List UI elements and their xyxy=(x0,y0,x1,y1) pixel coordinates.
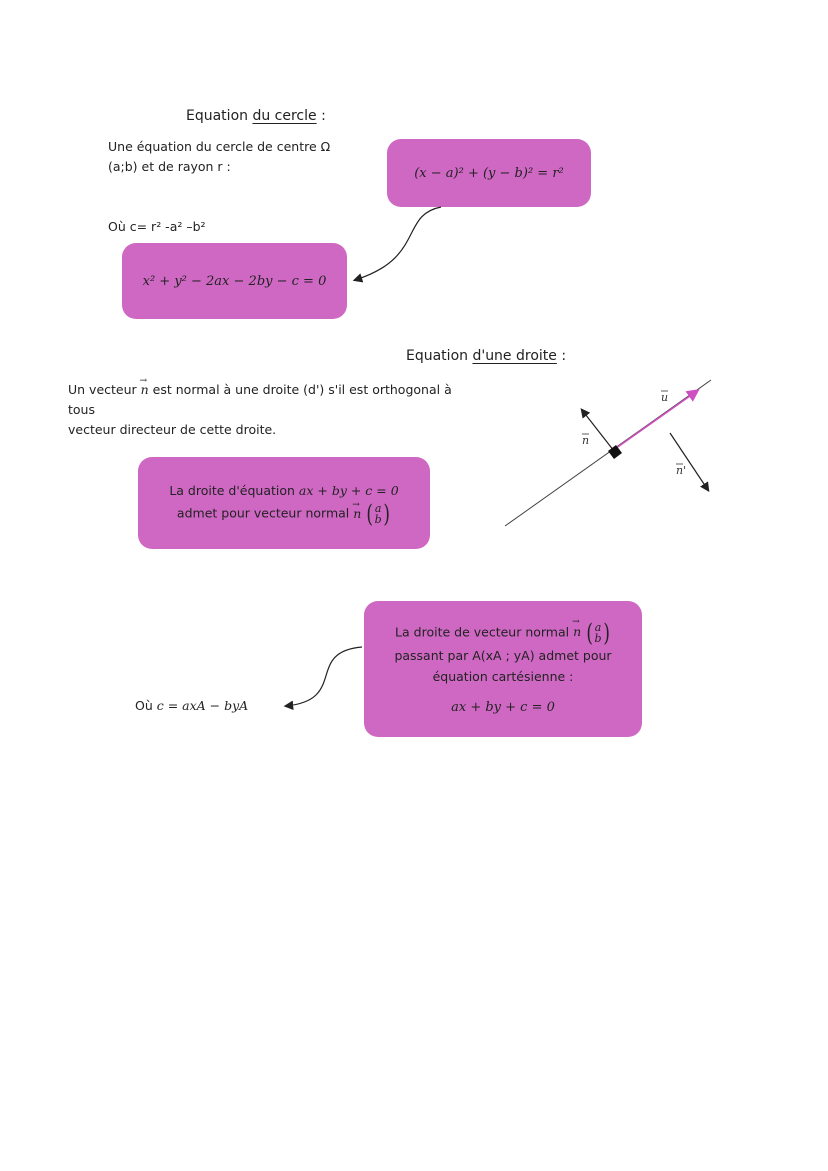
vector-coordinates: ( a b ) xyxy=(366,500,390,528)
box2-equation: ax + by + c = 0 xyxy=(451,699,555,715)
circle-intro-line-2: (a;b) et de rayon r : xyxy=(108,159,231,174)
circle-reduced-equation: (x − a)² + (y − b)² = r² xyxy=(414,165,564,181)
circle-section-title: Equation du cercle : xyxy=(186,108,326,124)
label-u: u xyxy=(661,391,669,404)
line-section-title: Equation d'une droite : xyxy=(406,348,567,364)
label-n: n xyxy=(582,434,590,447)
box2-line-3: équation cartésienne : xyxy=(432,668,574,684)
circle-developed-equation: x² + y² − 2ax − 2by − c = 0 xyxy=(142,273,327,289)
box2-line-2: passant par A(xA ; yA) admet pour xyxy=(394,647,612,663)
label-n-prime: n' xyxy=(676,464,687,477)
direction-vector-u xyxy=(612,391,697,451)
normal-vector-n-prime xyxy=(670,433,708,490)
definition-line-2: vecteur directeur de cette droite. xyxy=(68,422,277,437)
line-d xyxy=(505,380,711,526)
box1-line-2: admet pour vecteur normal n → ( a b ) xyxy=(177,502,391,526)
circle-connector-arrow xyxy=(355,207,441,280)
normal-vector-symbol: n → xyxy=(141,380,149,400)
constant-c-note: Où c = axA − byA xyxy=(135,698,249,713)
circle-where-note: Où c= r² -a² –b² xyxy=(108,219,206,234)
box1-line-1: La droite d'équation ax + by + c = 0 xyxy=(169,483,399,498)
vector-coordinates-2: ( a b ) xyxy=(586,618,610,647)
right-angle-marker xyxy=(608,445,622,459)
cartesian-connector-arrow xyxy=(286,647,362,706)
definition-line-1: Un vecteur n → est normal à une droite (d') s'il est orthogonal à tous xyxy=(68,380,478,420)
box2-line-1: La droite de vecteur normal n → ( a b ) xyxy=(395,621,611,645)
circle-intro-line-1: Une équation du cercle de centre Ω xyxy=(108,139,331,154)
